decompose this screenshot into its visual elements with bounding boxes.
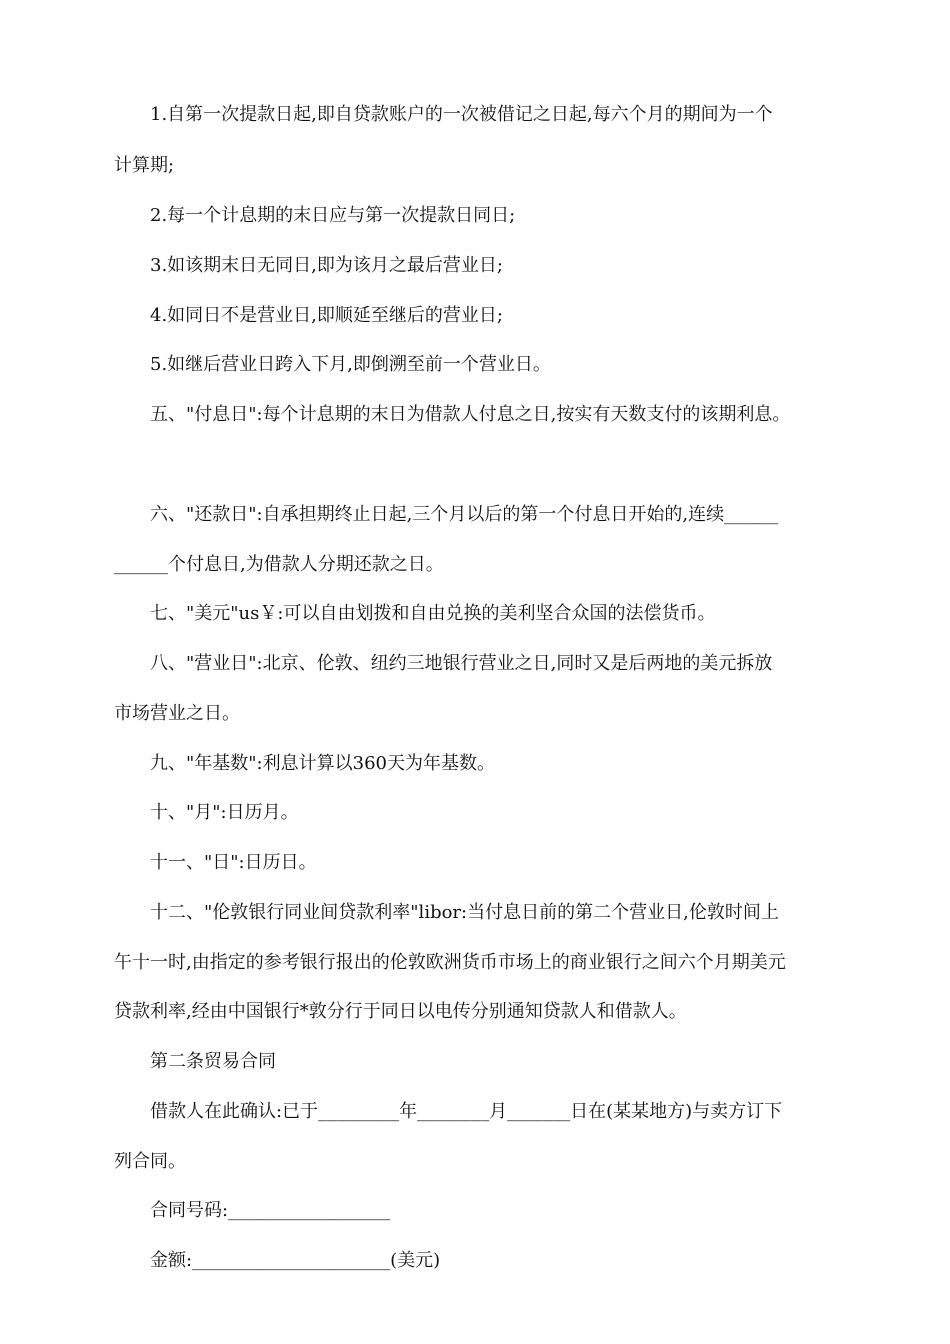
borrower-confirmation-cont: 列合同。 [114,1151,186,1172]
definition-usd: 七、"美元"us￥:可以自由划拨和自由兑换的美利坚合众国的法偿货币。 [150,603,716,624]
definition-payment-date: 五、"付息日":每个计息期的末日为借款人付息之日,按实有天数支付的该期利息。 [150,404,791,425]
clause-line-2: 2.每一个计息期的末日应与第一次提款日同日; [150,205,516,226]
contract-number-field: 合同号码:__________________ [150,1200,391,1221]
definition-libor-cont-2: 贷款利率,经由中国银行*敦分行于同日以电传分别通知贷款人和借款人。 [114,1001,687,1022]
definition-repayment-date-cont: ______个付息日,为借款人分期还款之日。 [114,554,444,575]
definition-libor-cont-1: 午十一时,由指定的参考银行报出的伦敦欧洲货币市场上的商业银行之间六个月期美元 [114,952,786,973]
clause-line-4: 4.如同日不是营业日,即顺延至继后的营业日; [150,305,503,326]
amount-field: 金额:______________________(美元) [150,1250,441,1271]
definition-year-basis: 九、"年基数":利息计算以360天为年基数。 [150,753,495,774]
clause-line-1-cont: 计算期; [114,155,175,176]
article-2-heading: 第二条贸易合同 [150,1051,276,1072]
definition-repayment-date: 六、"还款日":自承担期终止日起,三个月以后的第一个付息日开始的,连续______ [150,504,779,525]
definition-day: 十一、"日":日历日。 [150,852,317,873]
borrower-confirmation: 借款人在此确认:已于_________年________月_______日在(某某地方)与卖方订下 [150,1101,783,1122]
definition-libor: 十二、"伦敦银行同业间贷款利率"libor:当付息日前的第二个营业日,伦敦时间上 [150,902,779,923]
clause-line-1: 1.自第一次提款日起,即自贷款账户的一次被借记之日起,每六个月的期间为一个 [150,104,773,125]
definition-business-day-cont: 市场营业之日。 [114,703,240,724]
definition-business-day: 八、"营业日":北京、伦敦、纽约三地银行营业之日,同时又是后两地的美元拆放 [150,653,773,674]
clause-line-3: 3.如该期末日无同日,即为该月之最后营业日; [150,255,503,276]
definition-month: 十、"月":日历月。 [150,802,299,823]
clause-line-5: 5.如继后营业日跨入下月,即倒溯至前一个营业日。 [150,354,551,375]
